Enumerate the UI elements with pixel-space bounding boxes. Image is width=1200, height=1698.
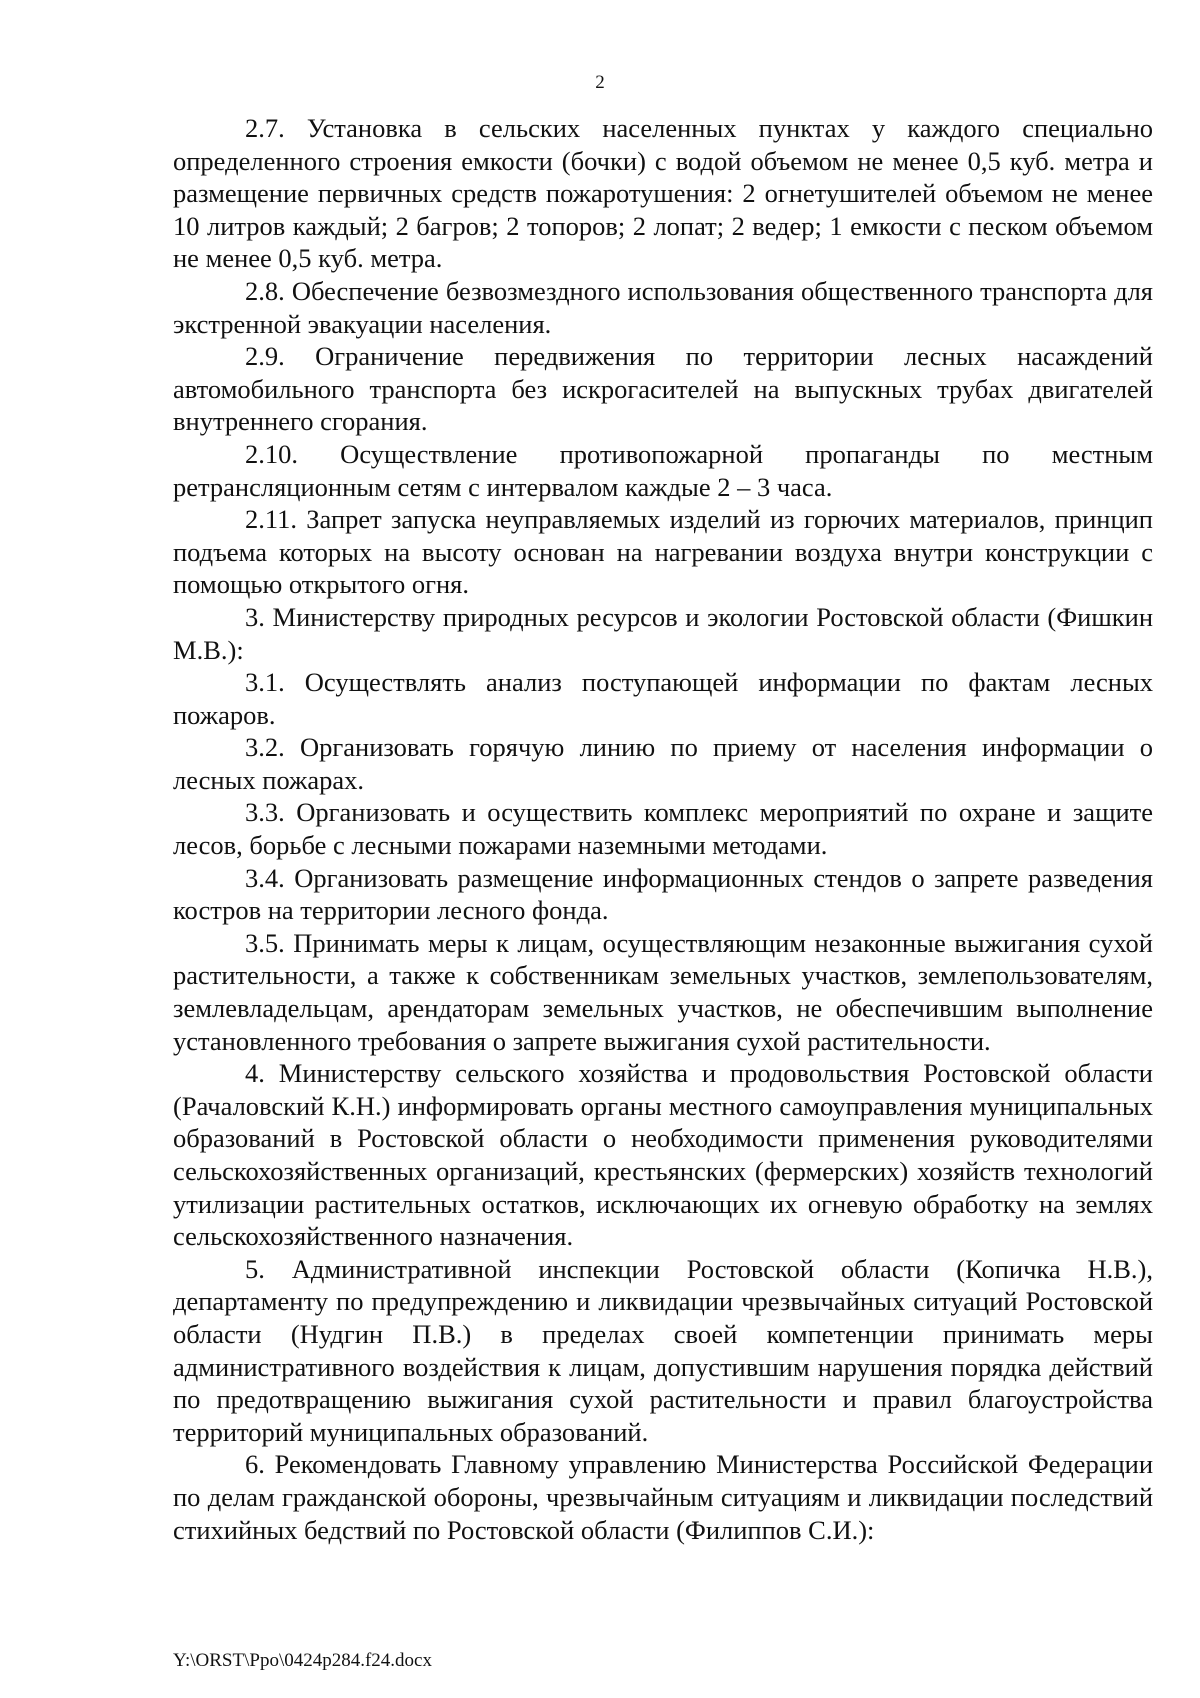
paragraph-2-9: 2.9. Ограничение передвижения по территории лесных насаждений автомобильного транспорта без искрогасителей на выпускных трубах двигателей внутреннего сгорания. [173, 341, 1153, 437]
footer-file-path: Y:\ORST\Ppo\0424p284.f24.docx [173, 1650, 432, 1671]
paragraph-3-5: 3.5. Принимать меры к лицам, осуществляющим незаконные выжигания сухой растительности, а также к собственникам земельных участков, землепользователям, землевладельцам, арендаторам земельных участков, не обеспечившим выполнение установленного требования о запрете выжигания сухой растительности. [173, 927, 1153, 1056]
paragraph-2-11: 2.11. Запрет запуска неуправляемых изделий из горючих материалов, принцип подъема которых на высоту основан на нагревании воздуха внутри конструкции с помощью открытого огня. [173, 504, 1153, 600]
paragraph-3-2: 3.2. Организовать горячую линию по приему от населения информации о лесных пожарах. [173, 732, 1153, 795]
paragraph-3-1: 3.1. Осуществлять анализ поступающей информации по фактам лесных пожаров. [173, 667, 1153, 730]
paragraph-3: 3. Министерству природных ресурсов и экологии Ростовской области (Фишкин М.В.): [173, 601, 1153, 665]
document-body [173, 112, 1153, 1546]
paragraph-2-7: 2.7. Установка в сельских населенных пунктах у каждого специально определенного строения емкости (бочки) с водой объемом не менее 0,5 куб. метра и размещение первичных средств пожаротушения: 2 огнетушителей объемом не менее 10 литров каждый; 2 багров; 2 топоров; 2 лопат; 2 ведер; 1 емкости с песком объемом не менее 0,5 куб. метра. [173, 113, 1153, 274]
paragraph-5: 5. Административной инспекции Ростовской области (Копичка Н.В.), департаменту по предупреждению и ликвидации чрезвычайных ситуаций Ростовской области (Нудгин П.В.) в пределах своей компетенции принимать меры административного воздействия к лицам, допустившим нарушения порядка действий по предотвращению выжигания сухой растительности и правил благоустройства территорий муниципальных образований. [173, 1253, 1153, 1447]
page-number: 2 [595, 72, 605, 93]
paragraph-3-3: 3.3. Организовать и осуществить комплекс мероприятий по охране и защите лесов, борьбе с лесными пожарами наземными методами. [173, 797, 1153, 861]
paragraph-3-4: 3.4. Организовать размещение информационных стендов о запрете разведения костров на территории лесного фонда. [173, 862, 1153, 926]
paragraph-2-8: 2.8. Обеспечение безвозмездного использования общественного транспорта для экстренной эвакуации населения. [173, 275, 1153, 339]
paragraph-6: 6. Рекомендовать Главному управлению Министерства Российской Федерации по делам гражданской обороны, чрезвычайным ситуациям и ликвидации последствий стихийных бедствий по Ростовской области (Филиппов С.И.): [173, 1449, 1153, 1545]
paragraph-4: 4. Министерству сельского хозяйства и продовольствия Ростовской области (Рачаловский К.Н.) информировать органы местного самоуправления муниципальных образований в Ростовской области о необходимости применения руководителями сельскохозяйственных организаций, крестьянских (фермерских) хозяйств технологий утилизации растительных остатков, исключающих их огневую обработку на землях сельскохозяйственного назначения. [173, 1058, 1153, 1252]
paragraph-2-10: 2.10. Осуществление противопожарной пропаганды по местным ретрансляционным сетям с интервалом каждые 2 – 3 часа. [173, 438, 1153, 502]
